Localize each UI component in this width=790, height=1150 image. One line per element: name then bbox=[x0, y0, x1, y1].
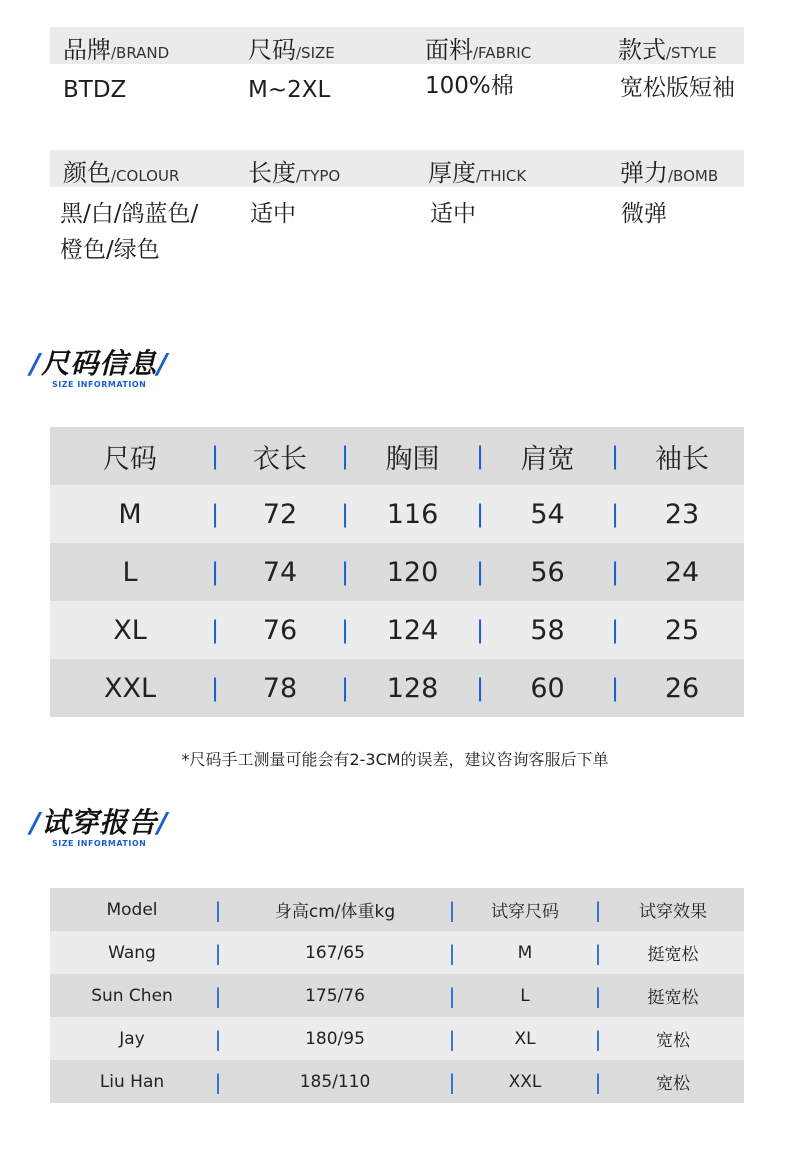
header-size: 尺码 bbox=[50, 427, 210, 485]
table-row bbox=[50, 659, 744, 717]
cell-shoulder: 54 bbox=[485, 485, 610, 543]
elasticity-value: 微弹 bbox=[621, 201, 667, 227]
separator: | bbox=[448, 931, 456, 974]
separator: | bbox=[210, 485, 220, 543]
cell-height-weight: 180/95 bbox=[222, 1017, 448, 1060]
separator: | bbox=[214, 1017, 222, 1060]
separator: | bbox=[475, 485, 485, 543]
fit-report-heading: /试穿报告/ SIZE INFORMATION bbox=[30, 806, 169, 848]
separator: | bbox=[594, 1017, 602, 1060]
thickness-value: 适中 bbox=[430, 201, 476, 227]
cell-length: 76 bbox=[220, 601, 340, 659]
size-info-heading: /尺码信息/ SIZE INFORMATION bbox=[30, 347, 169, 389]
separator: | bbox=[610, 485, 620, 543]
separator: | bbox=[340, 601, 350, 659]
table-row bbox=[50, 543, 744, 601]
brand-label: 品牌/BRAND bbox=[63, 36, 170, 64]
colour-label: 颜色/COLOUR bbox=[63, 159, 180, 187]
separator: | bbox=[340, 543, 350, 601]
separator: | bbox=[475, 659, 485, 717]
cell-sleeve: 25 bbox=[620, 601, 744, 659]
fabric-label: 面料/FABRIC bbox=[425, 36, 532, 64]
header-fit-effect: 试穿效果 bbox=[602, 888, 744, 931]
separator: | bbox=[594, 974, 602, 1017]
cell-size: M bbox=[50, 485, 210, 543]
cell-height-weight: 167/65 bbox=[222, 931, 448, 974]
separator: | bbox=[340, 659, 350, 717]
cell-length: 72 bbox=[220, 485, 340, 543]
separator: | bbox=[594, 888, 602, 931]
size-info-title: 尺码信息 bbox=[41, 347, 158, 380]
cell-shoulder: 56 bbox=[485, 543, 610, 601]
colour-value-line2: 橙色/绿色 bbox=[60, 237, 160, 263]
separator: | bbox=[448, 888, 456, 931]
separator: | bbox=[475, 601, 485, 659]
separator: | bbox=[610, 601, 620, 659]
fit-report-table bbox=[50, 888, 744, 1103]
separator: | bbox=[214, 1060, 222, 1103]
size-table bbox=[50, 427, 744, 717]
cell-shoulder: 60 bbox=[485, 659, 610, 717]
thickness-label: 厚度/THICK bbox=[428, 159, 527, 187]
fit-report-title: 试穿报告 bbox=[41, 806, 158, 839]
cell-trial-size: XXL bbox=[456, 1060, 594, 1103]
cell-size: L bbox=[50, 543, 210, 601]
separator: | bbox=[210, 543, 220, 601]
cell-fit-effect: 挺宽松 bbox=[602, 974, 744, 1017]
separator: | bbox=[448, 1060, 456, 1103]
table-row bbox=[50, 931, 744, 974]
header-model: Model bbox=[50, 888, 214, 931]
measurement-note: *尺码手工测量可能会有2-3CM的误差，建议咨询客服后下单 bbox=[181, 750, 609, 769]
length-value: 适中 bbox=[250, 201, 296, 227]
cell-chest: 124 bbox=[350, 601, 475, 659]
separator: | bbox=[210, 601, 220, 659]
table-row bbox=[50, 601, 744, 659]
fit-report-subtitle: SIZE INFORMATION bbox=[52, 839, 147, 848]
cell-shoulder: 58 bbox=[485, 601, 610, 659]
colour-value: 黑/白/鸽蓝色/ bbox=[60, 201, 199, 227]
cell-trial-size: M bbox=[456, 931, 594, 974]
separator: | bbox=[214, 931, 222, 974]
cell-size: XXL bbox=[50, 659, 210, 717]
separator: | bbox=[448, 974, 456, 1017]
separator: | bbox=[475, 543, 485, 601]
cell-model: Liu Han bbox=[50, 1060, 214, 1103]
separator: | bbox=[214, 974, 222, 1017]
separator: | bbox=[448, 1017, 456, 1060]
cell-model: Wang bbox=[50, 931, 214, 974]
cell-length: 78 bbox=[220, 659, 340, 717]
separator: | bbox=[610, 427, 620, 485]
header-trial-size: 试穿尺码 bbox=[456, 888, 594, 931]
style-label: 款式/STYLE bbox=[618, 36, 717, 64]
cell-length: 74 bbox=[220, 543, 340, 601]
separator: | bbox=[340, 485, 350, 543]
table-row bbox=[50, 1060, 744, 1103]
separator: | bbox=[340, 427, 350, 485]
table-row bbox=[50, 974, 744, 1017]
separator: | bbox=[594, 931, 602, 974]
cell-size: XL bbox=[50, 601, 210, 659]
separator: | bbox=[594, 1060, 602, 1103]
cell-sleeve: 24 bbox=[620, 543, 744, 601]
cell-fit-effect: 挺宽松 bbox=[602, 931, 744, 974]
cell-trial-size: XL bbox=[456, 1017, 594, 1060]
cell-model: Jay bbox=[50, 1017, 214, 1060]
header-sleeve: 袖长 bbox=[620, 427, 744, 485]
cell-fit-effect: 宽松 bbox=[602, 1060, 744, 1103]
cell-sleeve: 23 bbox=[620, 485, 744, 543]
fabric-value: 100%棉 bbox=[425, 73, 514, 99]
separator: | bbox=[214, 888, 222, 931]
cell-model: Sun Chen bbox=[50, 974, 214, 1017]
header-length: 衣长 bbox=[220, 427, 340, 485]
cell-trial-size: L bbox=[456, 974, 594, 1017]
elasticity-label: 弹力/BOMB bbox=[620, 159, 719, 187]
cell-chest: 116 bbox=[350, 485, 475, 543]
cell-fit-effect: 宽松 bbox=[602, 1017, 744, 1060]
separator: | bbox=[475, 427, 485, 485]
table-row bbox=[50, 1017, 744, 1060]
size-value: M~2XL bbox=[248, 77, 331, 103]
separator: | bbox=[610, 659, 620, 717]
separator: | bbox=[210, 659, 220, 717]
header-height-weight: 身高cm/体重kg bbox=[222, 888, 448, 931]
header-chest: 胸围 bbox=[350, 427, 475, 485]
header-shoulder: 肩宽 bbox=[485, 427, 610, 485]
separator: | bbox=[610, 543, 620, 601]
cell-sleeve: 26 bbox=[620, 659, 744, 717]
cell-height-weight: 185/110 bbox=[222, 1060, 448, 1103]
size-table-header bbox=[50, 427, 744, 485]
cell-chest: 128 bbox=[350, 659, 475, 717]
brand-value: BTDZ bbox=[63, 77, 127, 103]
length-label: 长度/TYPO bbox=[248, 159, 341, 187]
size-label: 尺码/SIZE bbox=[248, 36, 335, 64]
table-row bbox=[50, 485, 744, 543]
style-value: 宽松版短袖 bbox=[620, 75, 735, 101]
size-info-subtitle: SIZE INFORMATION bbox=[52, 380, 147, 389]
cell-chest: 120 bbox=[350, 543, 475, 601]
cell-height-weight: 175/76 bbox=[222, 974, 448, 1017]
separator: | bbox=[210, 427, 220, 485]
fit-table-header bbox=[50, 888, 744, 931]
